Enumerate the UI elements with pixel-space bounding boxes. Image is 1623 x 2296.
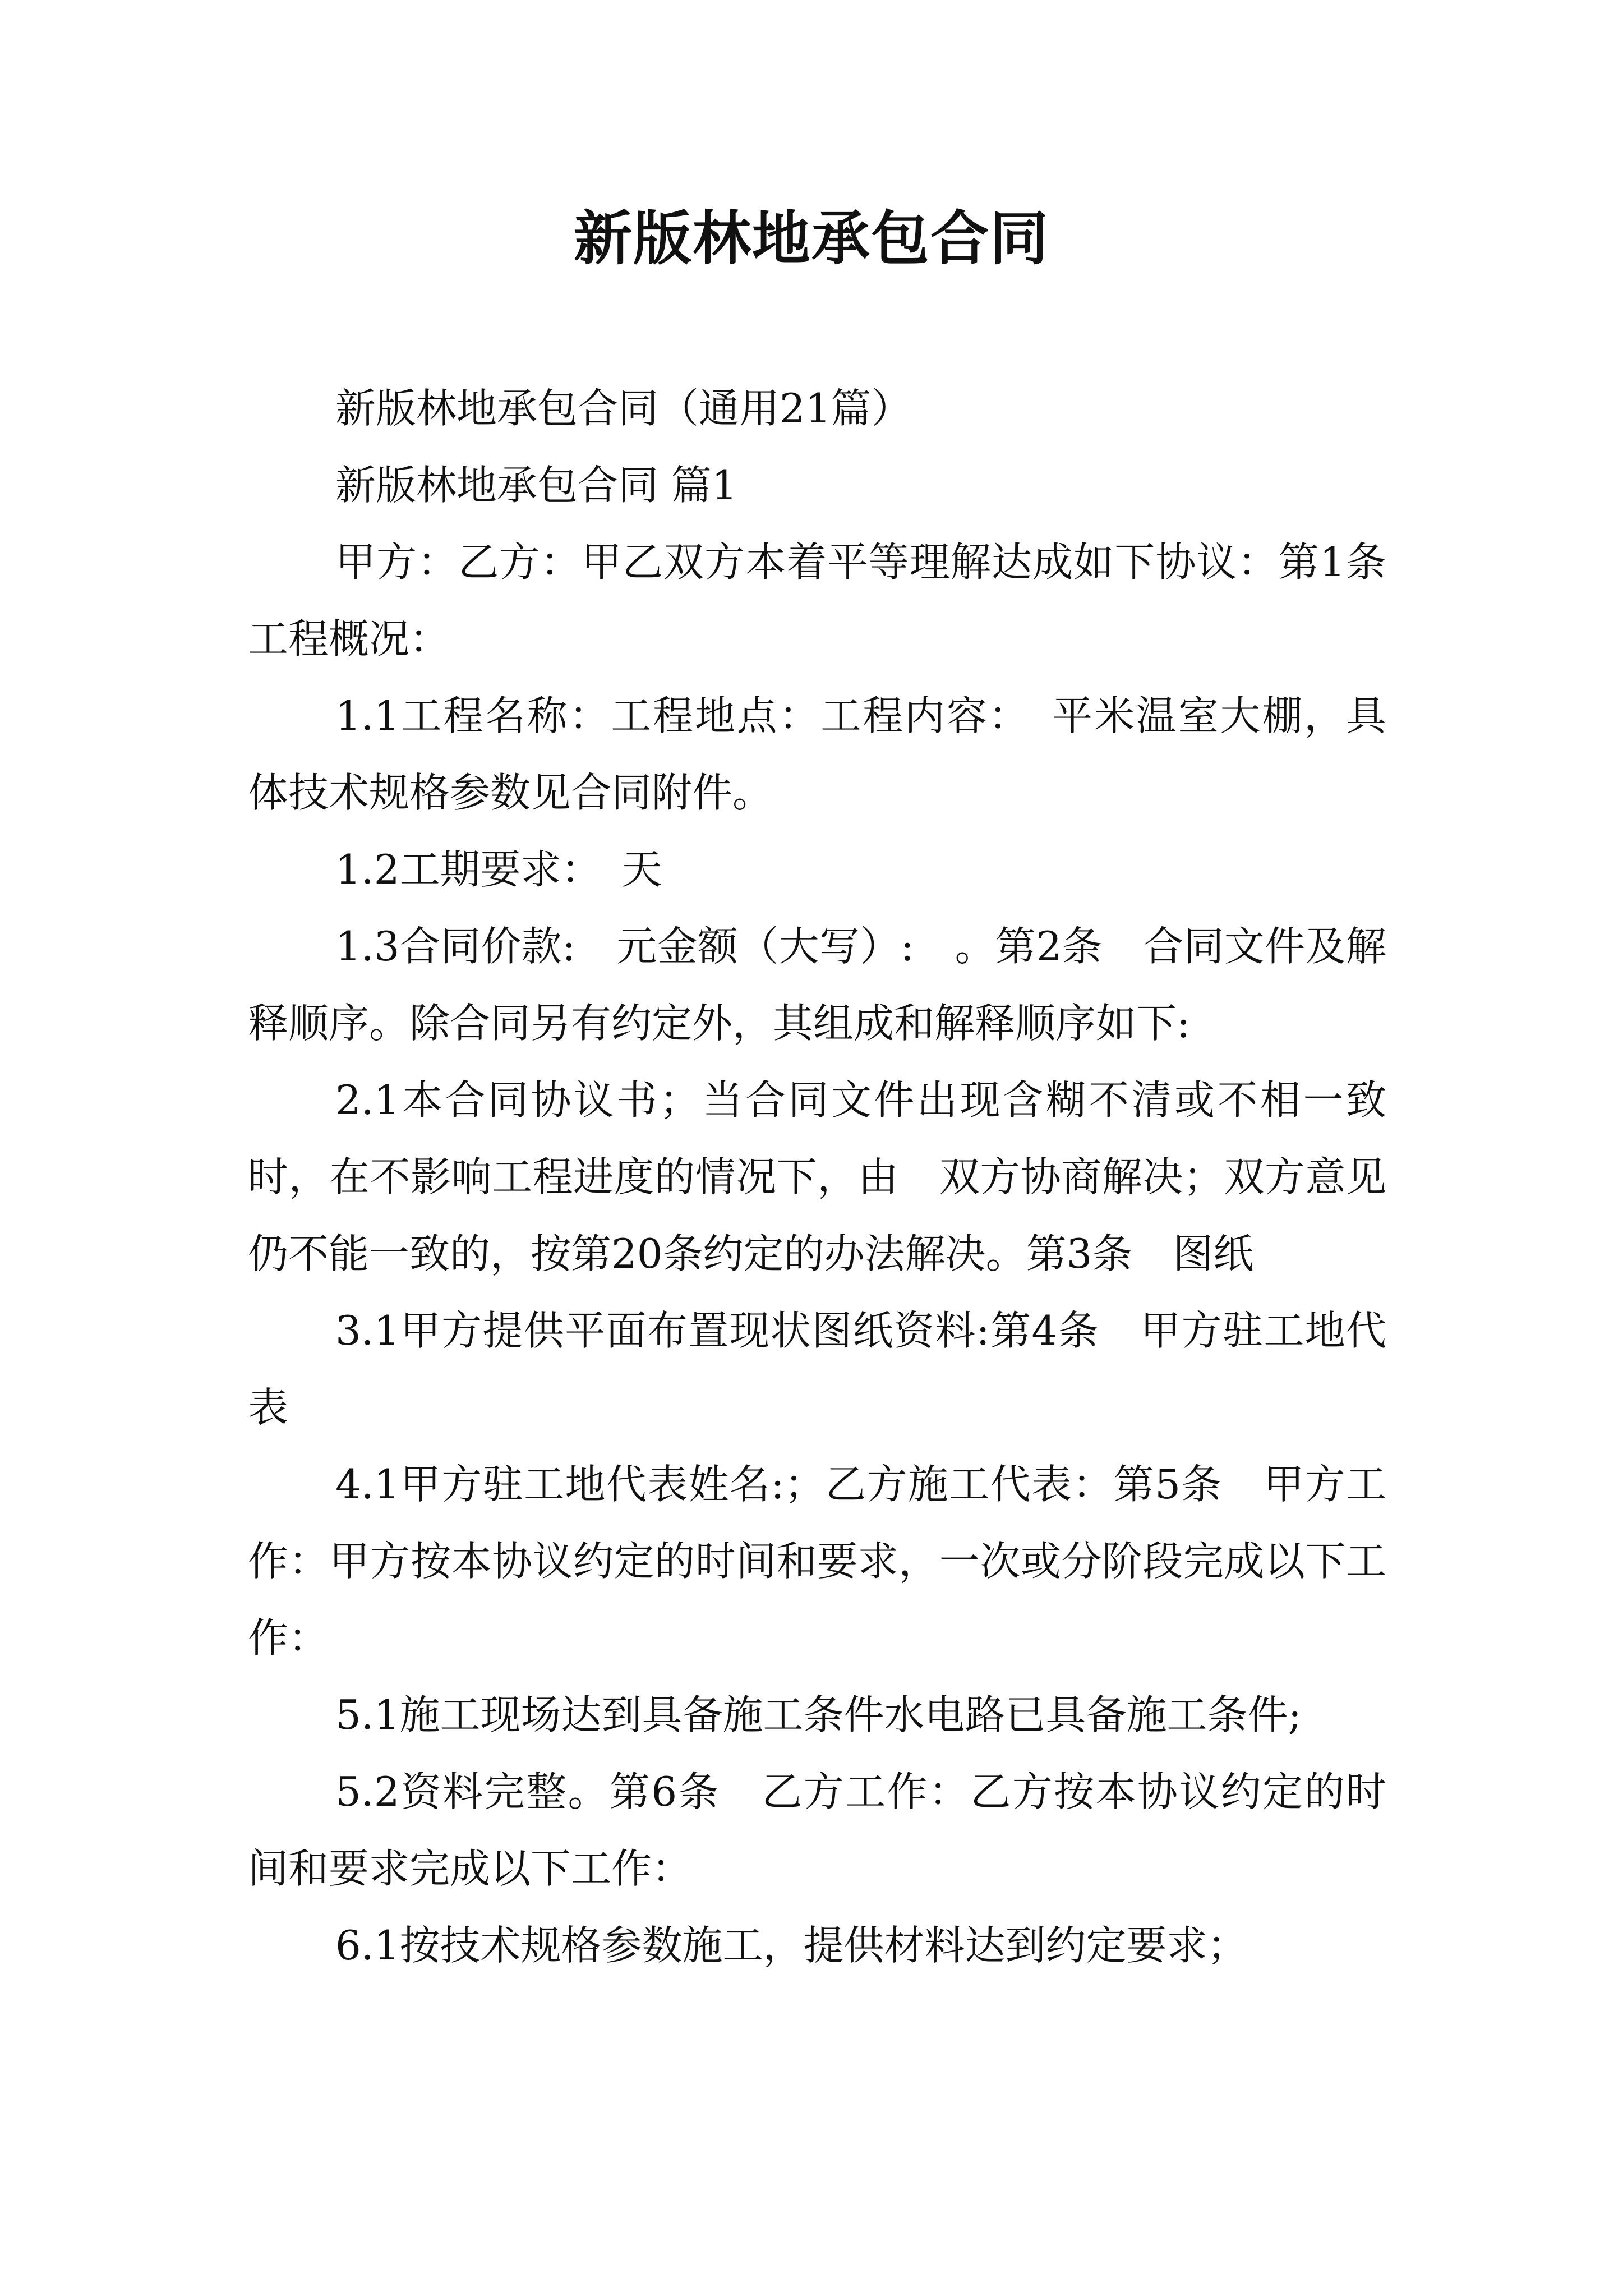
paragraph: 6.1按技术规格参数施工，提供材料达到约定要求； <box>335 1922 1248 1969</box>
paragraph: 5.1施工现场达到具备施工条件水电路已具备施工条件; <box>335 1691 1302 1738</box>
paragraph: 1.3合同价款: 元金额（大写）: 。第2条 合同文件及解释顺序。除合同另有约定外，其组成和解释顺序如下: <box>248 923 1386 1047</box>
paragraph: 5.2资料完整。第6条 乙方工作：乙方按本协议约定的时间和要求完成以下工作： <box>248 1768 1386 1892</box>
document-title: 新版林地承包合同 <box>573 204 1049 273</box>
paragraph: 2.1本合同协议书；当合同文件出现含糊不清或不相一致时，在不影响工程进度的情况下，由 双方协商解决；双方意见仍不能一致的，按第20条约定的办法解决。第3条 图纸 <box>248 1076 1386 1277</box>
document-body <box>248 370 1427 1984</box>
paragraph: 1.2工期要求： 天 <box>335 846 662 893</box>
paragraph: 4.1甲方驻工地代表姓名:；乙方施工代表：第5条 甲方工作：甲方按本协议约定的时间和要求，一次或分阶段完成以下工作： <box>248 1461 1386 1662</box>
paragraph: 新版林地承包合同 篇1 <box>335 462 737 509</box>
paragraph: 甲方：乙方：甲乙双方本着平等理解达成如下协议：第1条 工程概况： <box>248 539 1427 662</box>
paragraph: 3.1甲方提供平面布置现状图纸资料:第4条 甲方驻工地代表 <box>248 1307 1386 1431</box>
paragraph: 1.1工程名称：工程地点：工程内容： 平米温室大棚，具体技术规格参数见合同附件。 <box>248 692 1386 816</box>
paragraph: 新版林地承包合同（通用21篇） <box>335 385 912 432</box>
